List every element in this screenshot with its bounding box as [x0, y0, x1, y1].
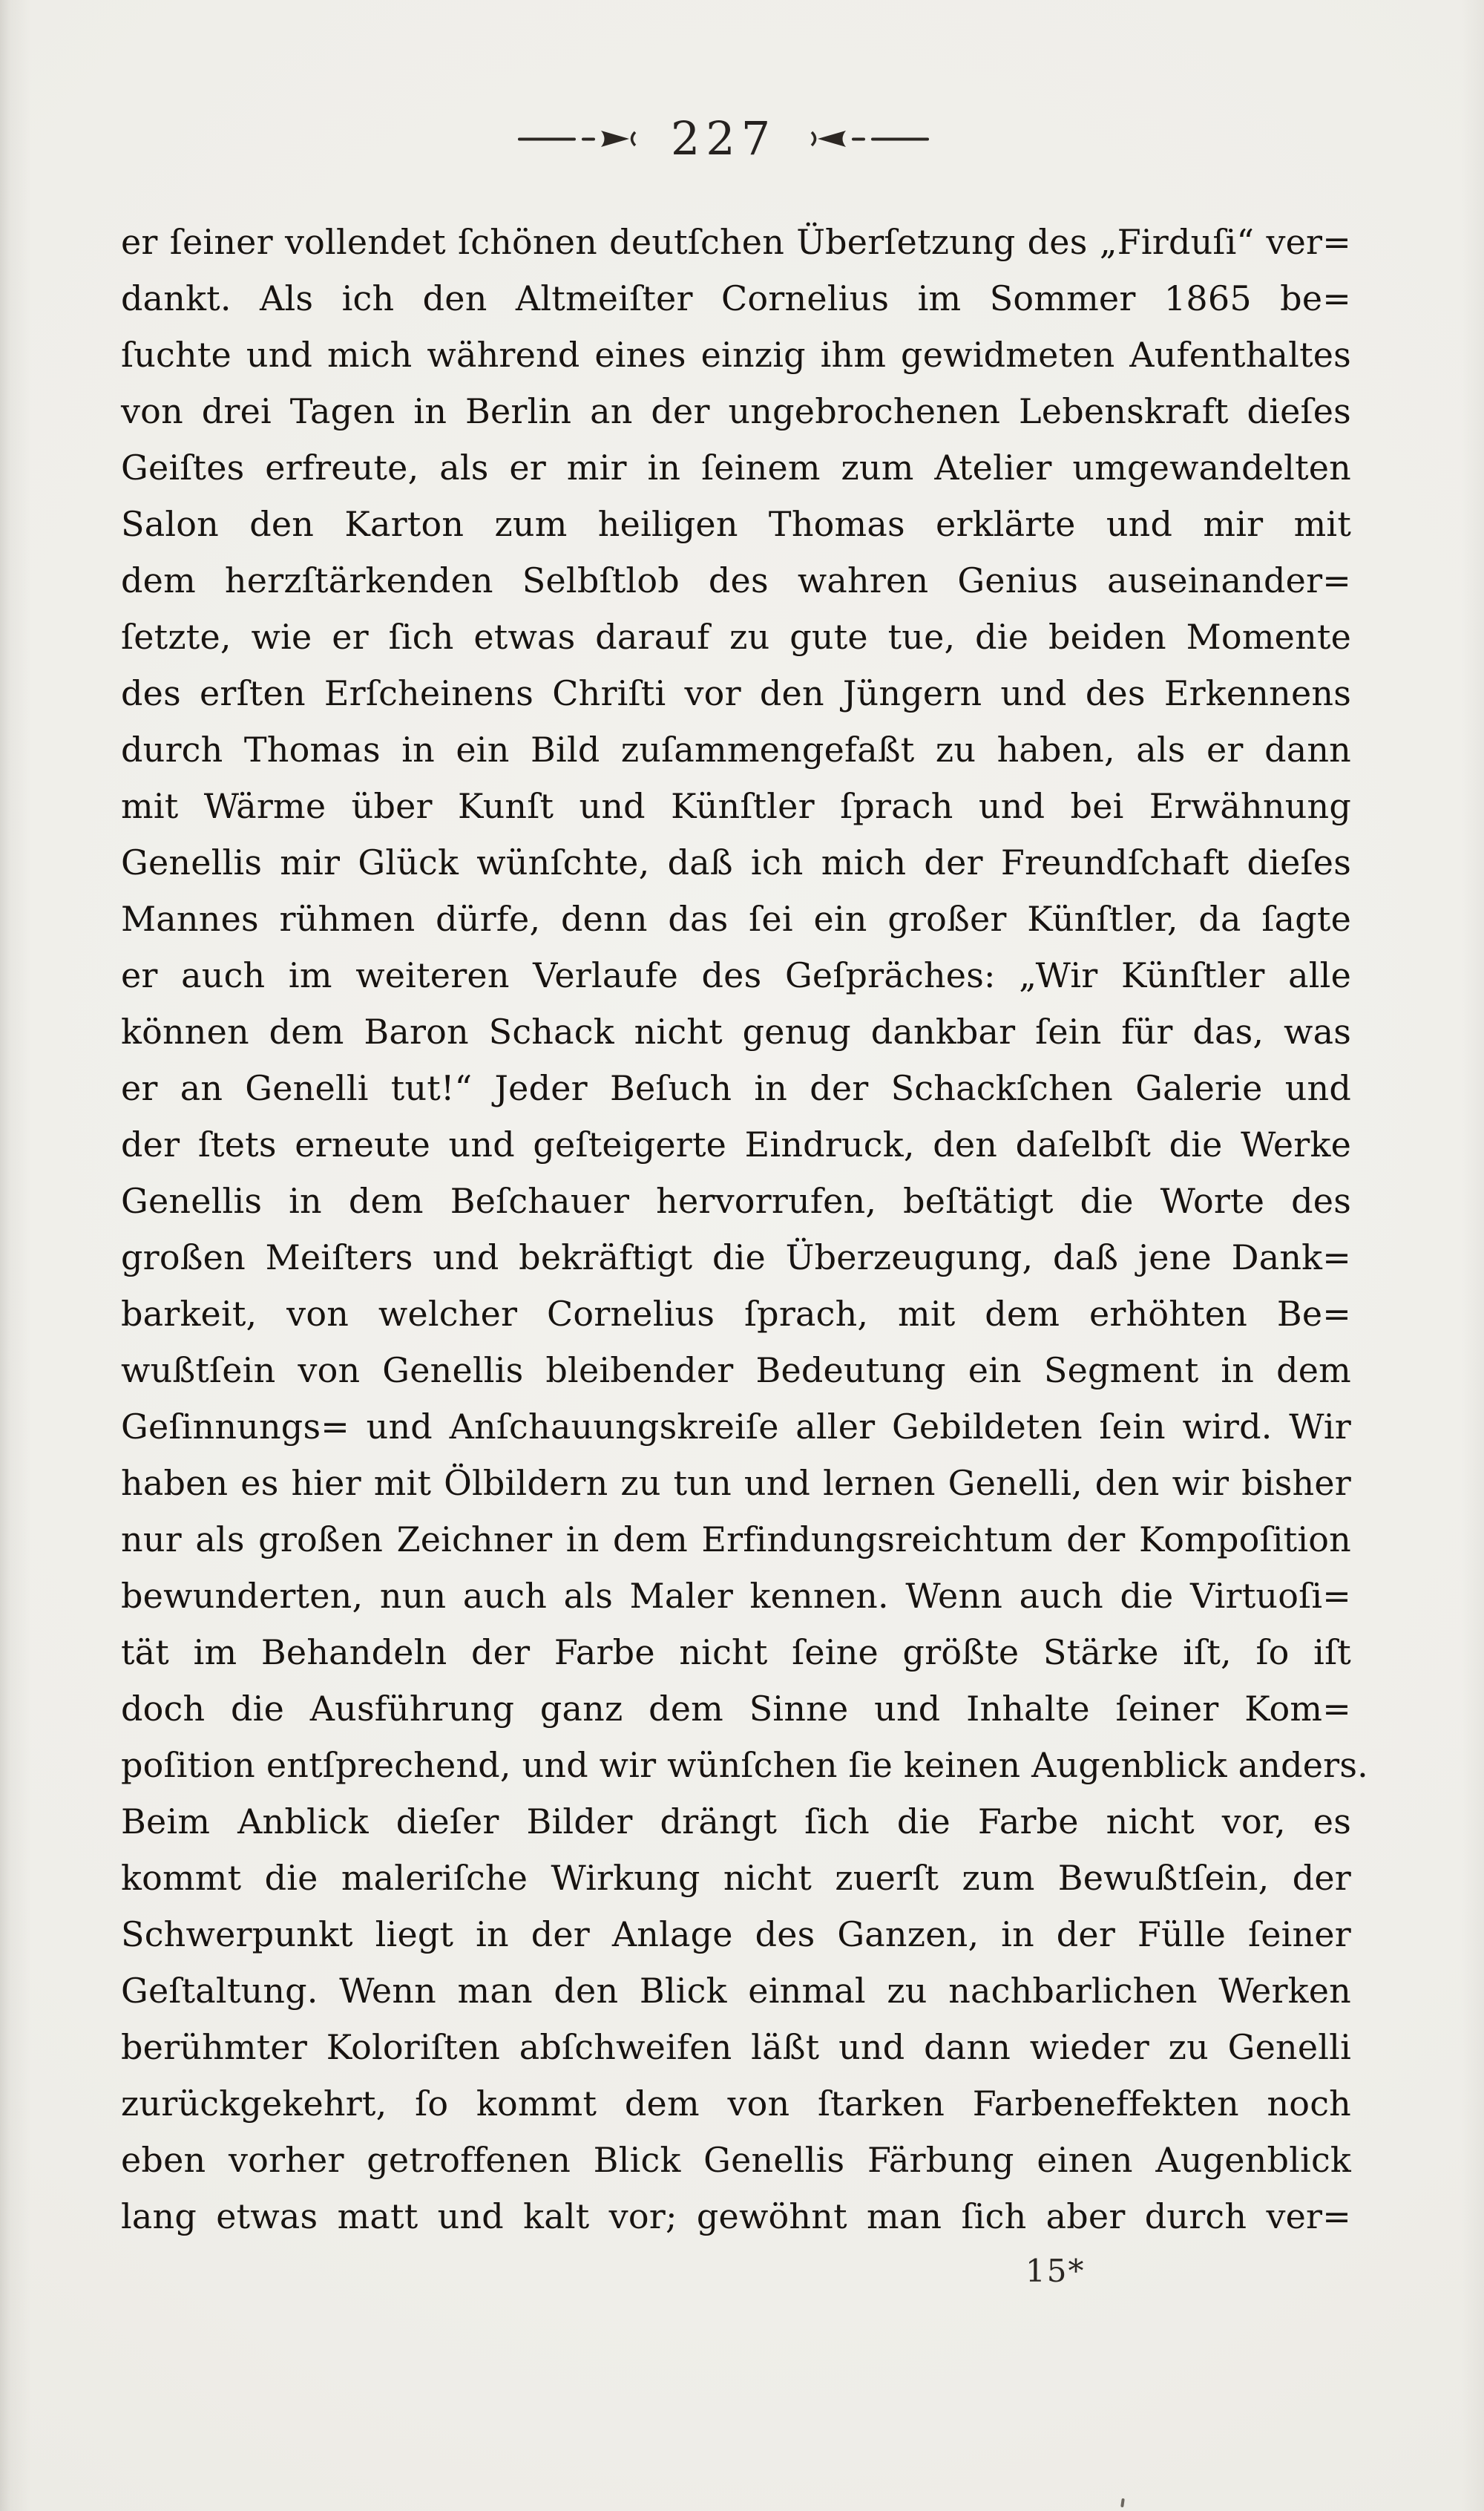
text-line: Genellis mir Glück wünſchte, daß ich mich der Freundſchaft dieſes [121, 842, 1351, 883]
text-line: Schwerpunkt liegt in der Anlage des Ganzen, in der Fülle ſeiner [121, 1914, 1351, 1954]
text-line: kommt die maleriſche Wirkung nicht zuerſt zum Bewußtſein, der [121, 1858, 1351, 1898]
text-line: Mannes rühmen dürfe, denn das ſei ein großer Künſtler, da ſagte [121, 899, 1351, 939]
text-line: Genellis in dem Beſchauer hervorrufen, beſtätigt die Worte des [121, 1181, 1351, 1221]
text-line: ſuchte und mich während eines einzig ihm gewidmeten Aufenthaltes [121, 335, 1351, 375]
text-line: nur als großen Zeichner in dem Erfindungsreichtum der Kompoſition [121, 1519, 1351, 1559]
text-line: lang etwas matt und kalt vor; gewöhnt man ſich aber durch ver= [121, 2196, 1351, 2236]
text-line: des erſten Erſcheinens Chriſti vor den Jüngern und des Erkennens [121, 673, 1351, 713]
text-line: können dem Baron Schack nicht genug dankbar ſein für das, was [121, 1012, 1351, 1052]
text-line: poſition entſprechend, und wir wünſchen ſie keinen Augenblick anders. [121, 1745, 1368, 1785]
text-line: barkeit, von welcher Cornelius ſprach, mit dem erhöhten Be= [121, 1294, 1351, 1334]
header-ornament-right-icon [804, 128, 930, 150]
text-line: haben es hier mit Ölbildern zu tun und lernen Genelli, den wir bisher [121, 1463, 1351, 1503]
text-line: großen Meiſters und bekräftigt die Überzeugung, daß jene Dank= [121, 1237, 1351, 1277]
text-line: wußtſein von Genellis bleibender Bedeutung ein Segment in dem [121, 1350, 1351, 1390]
text-line: Geiſtes erfreute, als er mir in ſeinem zum Atelier umgewandelten [121, 448, 1351, 488]
text-line: Geſinnungs= und Anſchauungskreiſe aller Gebildeten ſein wird. Wir [121, 1407, 1351, 1447]
text-line: Beim Anblick dieſer Bilder drängt ſich die Farbe nicht vor, es [121, 1801, 1351, 1841]
text-line: berühmter Koloriſten abſchweifen läßt und dann wieder zu Genelli [121, 2027, 1351, 2067]
text-line: er an Genelli tut!“ Jeder Beſuch in der Schackſchen Galerie und [121, 1068, 1351, 1108]
text-line: durch Thomas in ein Bild zuſammengefaßt zu haben, als er dann [121, 730, 1351, 770]
text-line: der ſtets erneute und geſteigerte Eindruck, den daſelbſt die Werke [121, 1124, 1351, 1165]
text-line: Salon den Karton zum heiligen Thomas erklärte und mir mit [121, 504, 1351, 544]
text-line: ſetzte, wie er ſich etwas darauf zu gute tue, die beiden Momente [121, 617, 1351, 657]
text-line: dankt. Als ich den Altmeiſter Cornelius im Sommer 1865 be= [121, 278, 1351, 318]
page-header [0, 113, 1447, 165]
text-line: doch die Ausführung ganz dem Sinne und Inhalte ſeiner Kom= [121, 1689, 1351, 1729]
paper-speck [1120, 2498, 1125, 2507]
text-line: mit Wärme über Kunſt und Künſtler ſprach und bei Erwähnung [121, 786, 1351, 826]
text-line: bewunderten, nun auch als Maler kennen. Wenn auch die Virtuoſi= [121, 1576, 1351, 1616]
text-line: zurückgekehrt, ſo kommt dem von ſtarken Farbeneffekten noch [121, 2083, 1351, 2124]
text-line: eben vorher getroffenen Blick Genellis Färbung einen Augenblick [121, 2140, 1351, 2180]
text-block [121, 214, 1368, 2245]
text-line: Geſtaltung. Wenn man den Blick einmal zu nachbarlichen Werken [121, 1971, 1351, 2011]
text-line: tät im Behandeln der Farbe nicht ſeine größte Stärke iſt, ſo iſt [121, 1632, 1351, 1672]
page-number: 227 [670, 111, 777, 166]
text-line: er auch im weiteren Verlaufe des Geſpräches: „Wir Künſtler alle [121, 955, 1351, 995]
text-line: er ſeiner vollendet ſchönen deutſchen Überſetzung des „Firduſi“ ver= [121, 222, 1351, 262]
header-ornament-left-icon [516, 128, 643, 150]
text-line: von drei Tagen in Berlin an der ungebrochenen Lebenskraft dieſes [121, 391, 1351, 431]
signature-mark: 15* [1025, 2253, 1086, 2289]
text-line: dem herzſtärkenden Selbſtlob des wahren Genius auseinander= [121, 560, 1351, 600]
